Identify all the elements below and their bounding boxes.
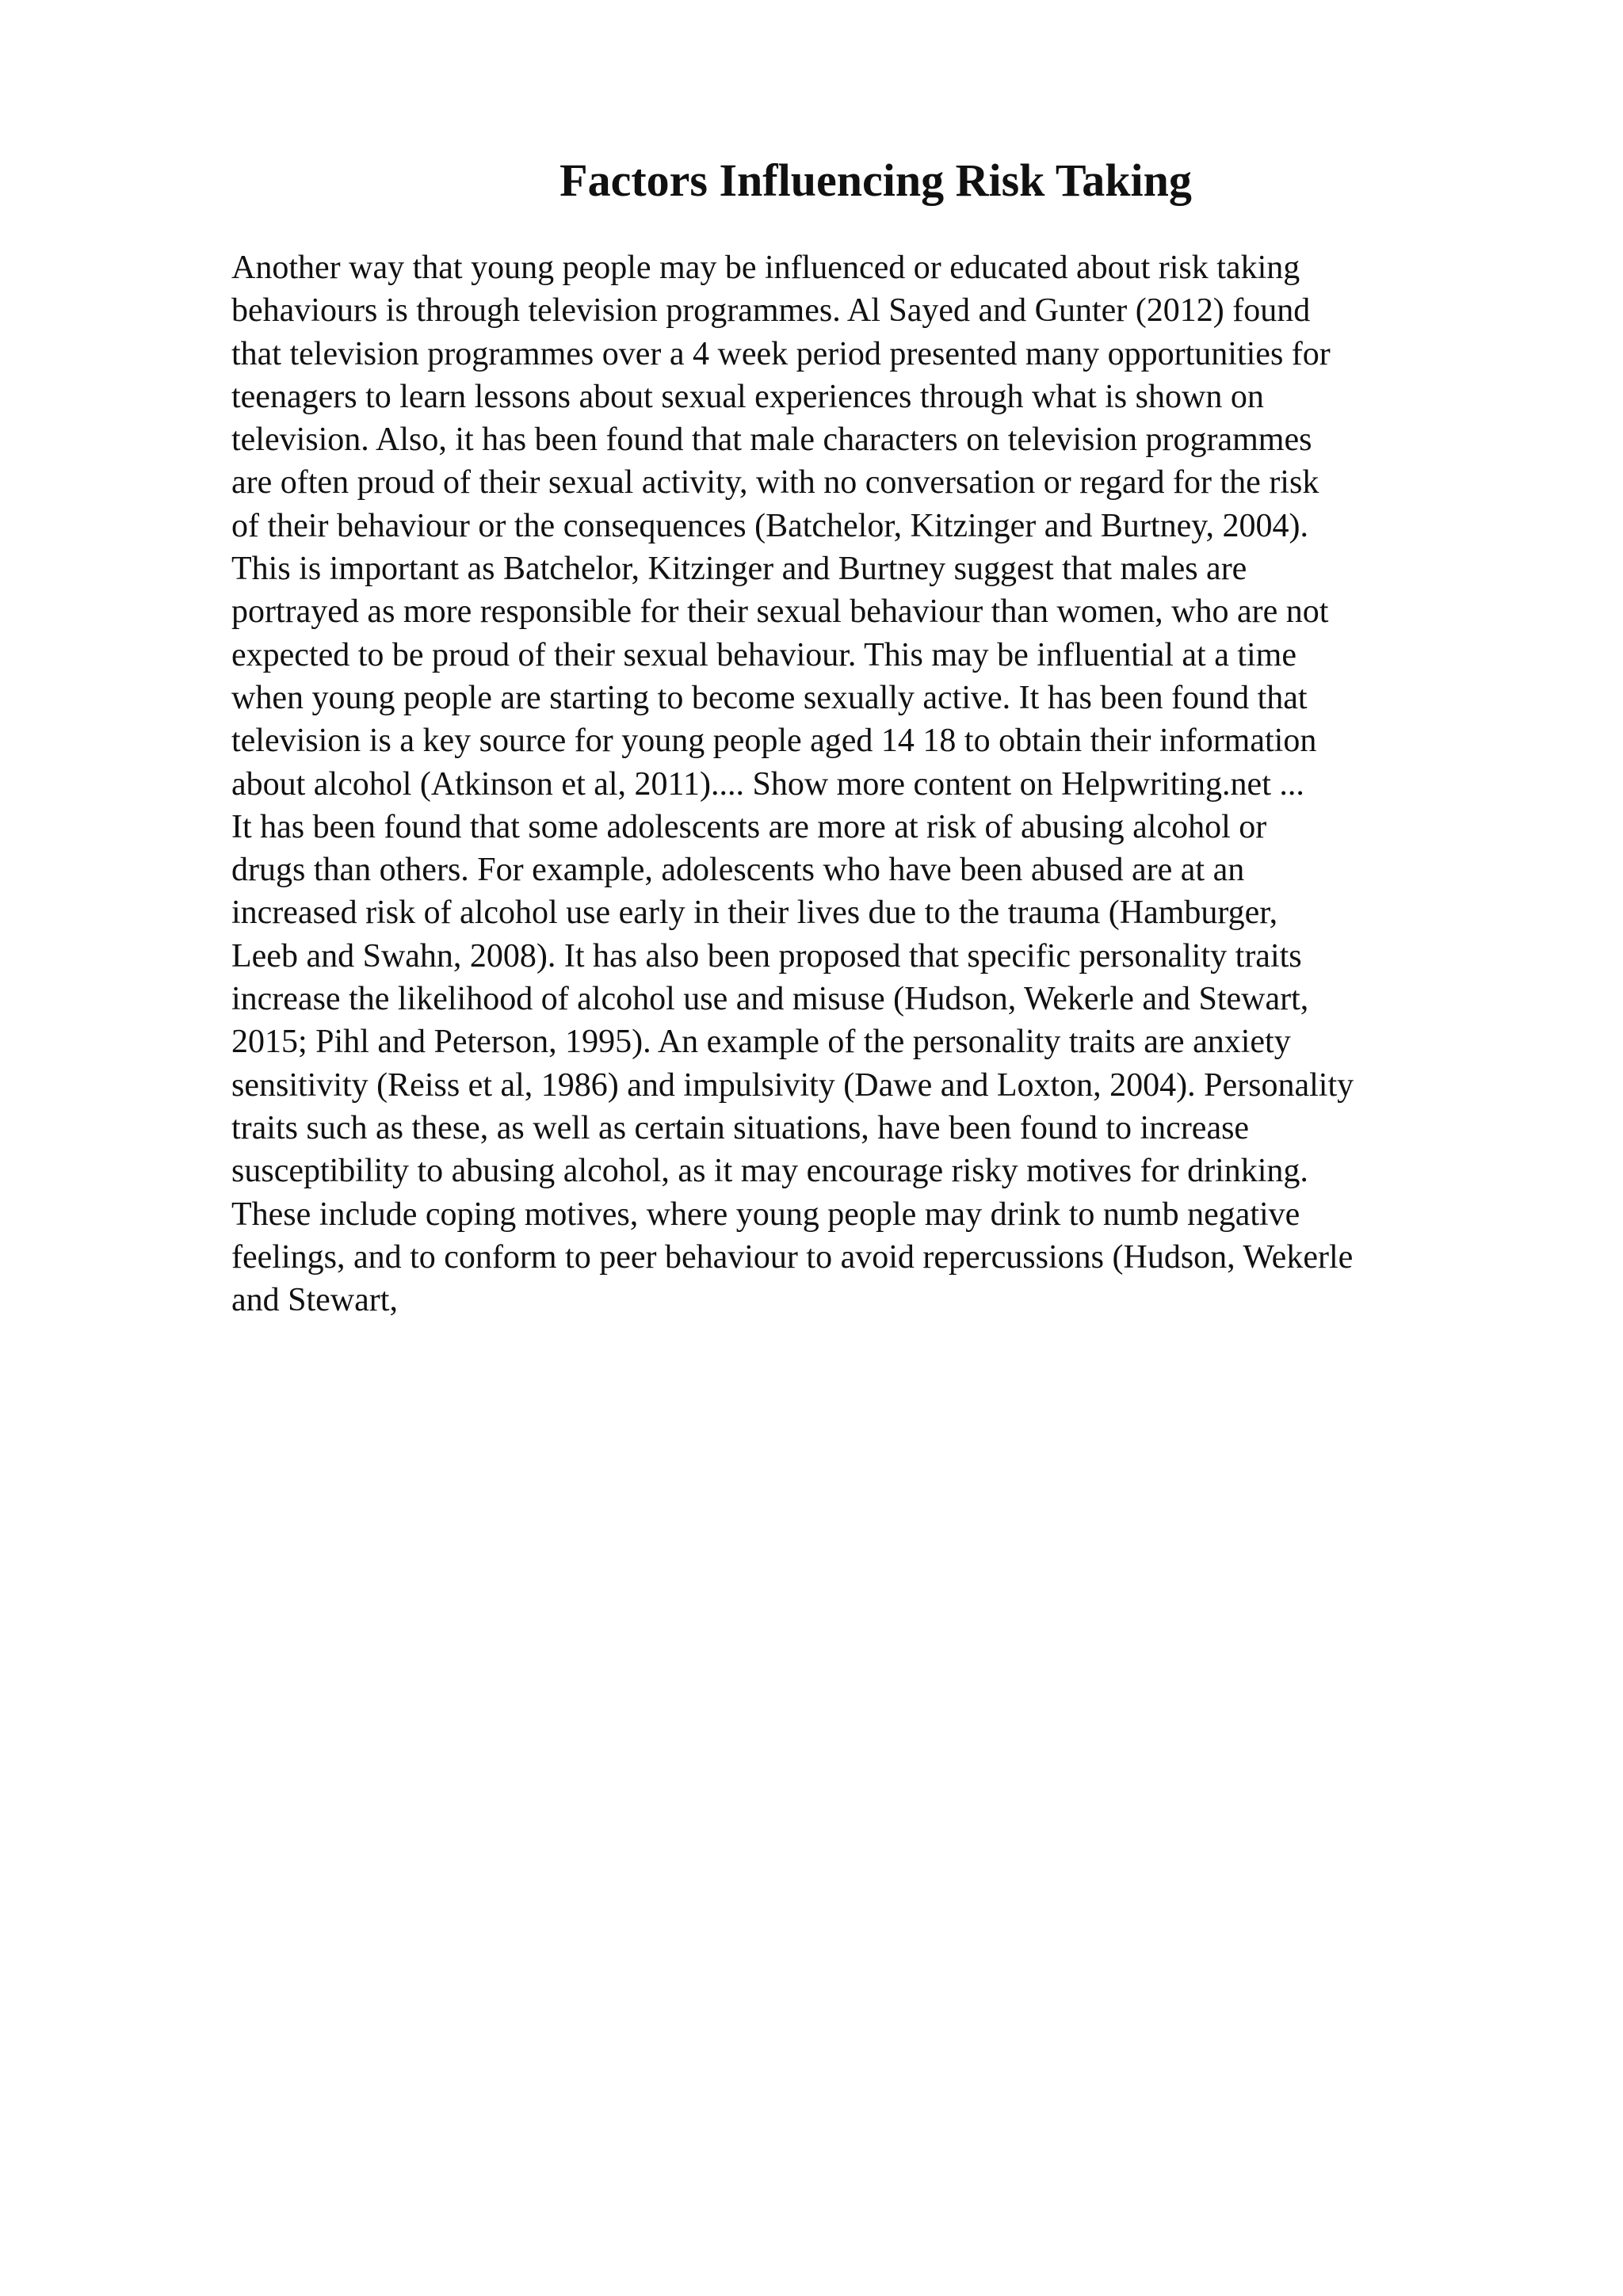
body-line: are often proud of their sexual activity, with no conversation or regard for the risk: [231, 464, 1319, 502]
document-title: Factors Influencing Risk Taking: [559, 154, 1192, 206]
body-line: when young people are starting to become sexually active. It has been found that: [231, 679, 1308, 716]
body-line: teenagers to learn lessons about sexual experiences through what is shown on: [231, 378, 1264, 415]
body-line: television is a key source for young people aged 14 18 to obtain their information: [231, 723, 1317, 760]
body-line: that television programmes over a 4 week period presented many opportunities for: [231, 335, 1331, 372]
body-line: susceptibility to abusing alcohol, as it may encourage risky motives for drinking.: [231, 1153, 1308, 1190]
document-body: [231, 246, 1531, 1322]
body-line: increased risk of alcohol use early in their lives due to the trauma (Hamburger,: [231, 894, 1278, 932]
body-line: sensitivity (Reiss et al, 1986) and impulsivity (Dawe and Loxton, 2004). Personality: [231, 1066, 1354, 1104]
body-line: These include coping motives, where young people may drink to numb negative: [231, 1196, 1300, 1233]
body-line: about alcohol (Atkinson et al, 2011).... Show more content on Helpwriting.net ...: [231, 765, 1304, 803]
body-line: increase the likelihood of alcohol use and misuse (Hudson, Wekerle and Stewart,: [231, 981, 1309, 1018]
body-line: Leeb and Swahn, 2008). It has also been proposed that specific personality traits: [231, 937, 1302, 974]
body-line: and Stewart,: [231, 1282, 398, 1319]
body-line: Another way that young people may be influenced or educated about risk taking: [231, 250, 1300, 286]
body-line: portrayed as more responsible for their sexual behaviour than women, who are not: [231, 593, 1329, 631]
body-line: expected to be proud of their sexual behaviour. This may be influential at a time: [231, 636, 1296, 673]
body-line: It has been found that some adolescents are more at risk of abusing alcohol or: [231, 808, 1267, 845]
body-line: 2015; Pihl and Peterson, 1995). An example of the personality traits are anxiety: [231, 1024, 1291, 1061]
body-line: behaviours is through television programmes. Al Sayed and Gunter (2012) found: [231, 292, 1311, 330]
body-line: feelings, and to conform to peer behaviour to avoid repercussions (Hudson, Wekerle: [231, 1238, 1354, 1276]
body-line: television. Also, it has been found that male characters on television programmes: [231, 421, 1312, 459]
body-line: of their behaviour or the consequences (Batchelor, Kitzinger and Burtney, 2004).: [231, 507, 1308, 544]
body-line: drugs than others. For example, adolescents who have been abused are at an: [231, 852, 1245, 889]
body-line: traits such as these, as well as certain situations, have been found to increase: [231, 1109, 1250, 1146]
body-line: This is important as Batchelor, Kitzinger and Burtney suggest that males are: [231, 551, 1247, 588]
